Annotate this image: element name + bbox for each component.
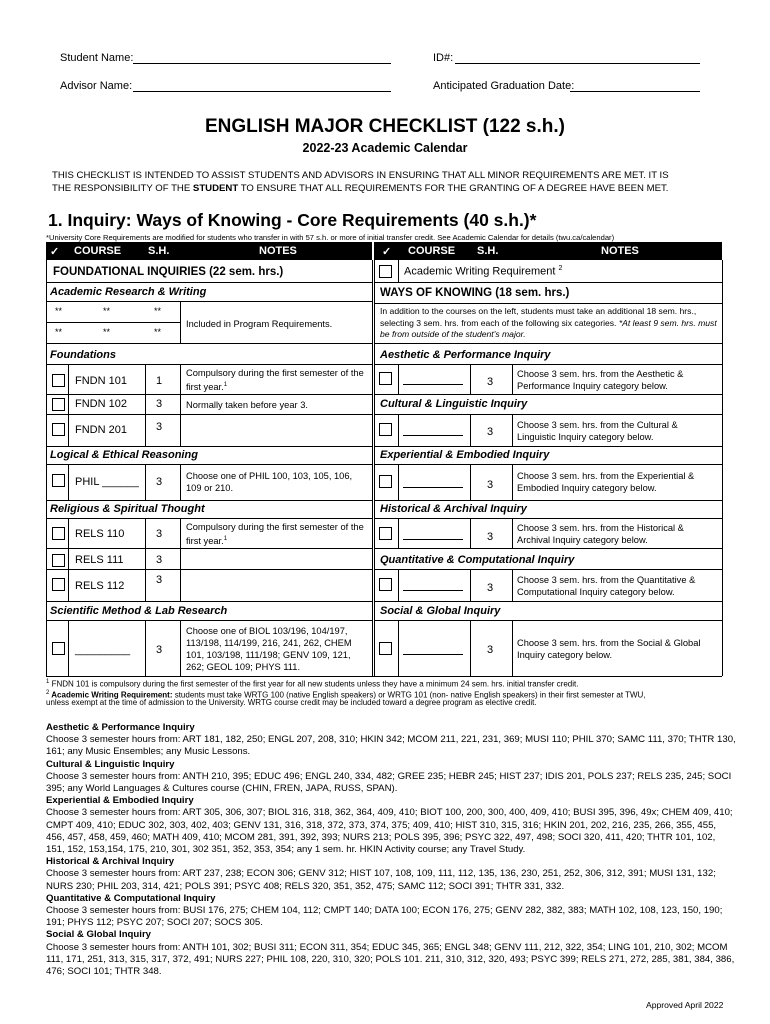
page-title: ENGLISH MAJOR CHECKLIST (122 s.h.)	[205, 116, 565, 137]
cat-cultural-course-blank[interactable]	[403, 426, 463, 436]
rels-111-sh: 3	[156, 554, 163, 566]
cat-quantitative-checkbox[interactable]	[379, 578, 392, 591]
rels-110-checkbox[interactable]	[52, 527, 65, 540]
sh-header: S.H.	[148, 245, 170, 257]
rels-111-course: RELS 111	[75, 554, 124, 566]
notes-header: NOTES	[259, 245, 297, 257]
advisor-name-label: Advisor Name:	[60, 80, 133, 92]
cat-social-note: Choose 3 sem. hrs. from the Social & Global Inquiry category below.	[517, 638, 701, 660]
cat-cultural-sh: 3	[487, 426, 494, 438]
check-header: ✓	[382, 246, 392, 258]
ar-note: Included in Program Requirements.	[186, 319, 333, 329]
category-lists	[46, 722, 736, 978]
academic-research-heading: Academic Research & Writing	[50, 286, 207, 298]
intro-line-1: THIS CHECKLIST IS INTENDED TO ASSIST STUDENTS AND ADVISORS IN ENSURING THAT ALL MINOR REQUIREMENTS ARE MET. IT IS	[52, 170, 669, 181]
sci-course: _________	[75, 644, 131, 656]
left-table-header	[46, 242, 372, 260]
cat-aesthetic-note: Choose 3 sem. hrs. from the Aesthetic & Performance Inquiry category below.	[517, 369, 684, 391]
sci-sh: 3	[156, 644, 163, 656]
fndn-102-checkbox[interactable]	[52, 398, 65, 411]
cat-cultural-checkbox[interactable]	[379, 423, 392, 436]
list-item: Historical & Archival Inquiry Choose 3 semester hours from: ART 237, 238; ECON 306; GENV 312; HIST 107, 108, 109, 111, 112, 135, 136, 230, 251, 252, 306, 312, 391; MUSI 131, 132; NURS 230; PHIL 203, 314, 421; POLS 391; PSYC 408; RELS 320, 351, 352, 475; SAMC 112; SOCI 391; THTR 331, 332.	[46, 856, 716, 892]
rels-111-checkbox[interactable]	[52, 554, 65, 567]
cat-experiential-checkbox[interactable]	[379, 475, 392, 488]
cat-aesthetic-course-blank[interactable]	[403, 375, 463, 385]
fndn-201-course: FNDN 201	[75, 424, 127, 436]
fndn-101-course: FNDN 101	[75, 375, 127, 387]
phil-course: PHIL ______	[75, 476, 139, 488]
cat-social-sh: 3	[487, 644, 494, 656]
ar-row-1-course: **	[55, 306, 63, 316]
fndn-101-note: Compulsory during the first semester of the first year.$^1$	[186, 368, 364, 393]
page-subtitle: 2022-23 Academic Calendar	[302, 141, 468, 155]
fndn-201-checkbox[interactable]	[52, 423, 65, 436]
fndn-101-sh: 1	[156, 375, 163, 387]
cat-quantitative-note: Choose 3 sem. hrs. from the Quantitative & Computational Inquiry category below.	[517, 575, 696, 597]
ar-row-2-course: **	[55, 327, 63, 337]
check-header: ✓	[50, 246, 60, 258]
right-table-header	[374, 242, 722, 260]
notes-header: NOTES	[601, 245, 639, 257]
footnote-2-line-2: unless exempt at the time of admission to the University. WRTG course credit may be included toward a degree program as elective credit.	[46, 698, 537, 707]
sci-note: Choose one of BIOL 103/196, 104/197, 113/198, 114/199, 216, 241, 262, CHEM 101, 103/198, 111/198; GENV 109, 121, 262; GEOL 109; PHYS 111.	[186, 626, 352, 672]
list-item: Cultural & Linguistic Inquiry Choose 3 semester hours from: ANTH 210, 395; EDUC 496; ENGL 240, 334, 482; GREE 235; HEBR 245; HIST 237; IDIS 201, POLS 237; RELS 235, 245; SOCI 395; any World Languages & Cultures course (CHIN, FREN, JAPA, RUSS, SPAN).	[46, 758, 732, 795]
fndn-102-sh: 3	[156, 398, 163, 410]
approved-date: Approved April 2022	[646, 1000, 724, 1010]
rels-112-course: RELS 112	[75, 580, 125, 592]
ar-row-1-mid: **	[103, 306, 111, 316]
phil-sh: 3	[156, 476, 163, 488]
cat-experiential-course-blank[interactable]	[403, 478, 463, 488]
sci-checkbox[interactable]	[52, 642, 65, 655]
fndn-102-course: FNDN 102	[75, 398, 127, 410]
cat-quantitative-heading: Quantitative & Computational Inquiry	[380, 554, 575, 566]
wok-heading: WAYS OF KNOWING (18 sem. hrs.)	[380, 287, 570, 299]
section-heading: 1. Inquiry: Ways of Knowing - Core Requirements (40 s.h.)*	[48, 210, 537, 230]
ar-row-1-sh: **	[154, 306, 162, 316]
footnote-1: $^1$ FNDN 101 is compulsory during the first semester of the first year for all new students unless they have a minimum 24 sem. hrs. initial transfer credit.	[46, 679, 579, 689]
list-item: Social & Global Inquiry Choose 3 semester hours from: ANTH 101, 302; BUSI 311; ECON 311, 354; EDUC 345, 365; ENGL 348; GENV 111, 212, 322, 354; LING 101, 210, 302; MCOM 111, 171, 251, 313, 315, 317, 372, 491; NURS 227; PHIL 108, 220, 310, 320; POLS 101. 211, 310, 312, 320, 493; PSYC 399; RELS 271, 272, 285, 381, 384, 386, 476; SOCI 101; THTR 348.	[46, 929, 735, 978]
fndn-201-sh: 3	[156, 421, 163, 433]
graduation-date-field[interactable]	[570, 80, 700, 92]
list-item: Aesthetic & Performance Inquiry Choose 3 semester hours from: ART 181, 182, 250; ENGL 207, 208, 310; HKIN 342; MCOM 211, 221, 231, 369; MUSI 110; PHIL 370; SAMC 111, 370; THTR 130, 161; any Music Ensembles; any Music Lessons.	[46, 722, 736, 758]
fndn-101-checkbox[interactable]	[52, 374, 65, 387]
list-item: Experiential & Embodied Inquiry Choose 3 semester hours from: ART 305, 306, 307; BIOL 316, 318, 362, 364, 409, 410; BIOT 100, 200, 300, 400, 409, 410; BUSI 395, 396, 49x; CHEM 409, 410; CMPT 409, 410; EDUC 302, 303, 402, 403; GENV 131, 316, 318, 372, 373, 374, 375; 409, 410; HIST 310, 315, 316; HKIN 201, 202, 216, 235, 266, 355, 455, 456, 457, 458, 459, 460; MATH 409, 410; MCOM 281, 391, 392, 393; NURS 213; POLS 395, 396; PSYC 322, 497, 498; SOCI 320, 411, 420; THTR 101, 102, 151, 152, 153,154, 175, 210, 301, 302 351, 352, 353, 354; any 1 sem. hr. HKIN Activity course; any Travel Study.	[46, 795, 733, 856]
advisor-name-field[interactable]	[133, 80, 391, 92]
cat-experiential-sh: 3	[487, 479, 494, 491]
course-header: COURSE	[74, 245, 122, 257]
cat-aesthetic-sh: 3	[487, 376, 494, 388]
phil-note: Choose one of PHIL 100, 103, 105, 106, 109 or 210.	[186, 471, 353, 493]
ar-row-2-mid: **	[103, 327, 111, 337]
awr-checkbox[interactable]	[379, 265, 392, 278]
footnote-2: $^2$ Academic Writing Requirement: students must take WRTG 100 (native English speakers) or WRTG 101 (non- native English speakers) in their first semester at TWU,	[46, 690, 646, 700]
cat-historical-heading: Historical & Archival Inquiry	[380, 503, 527, 515]
phil-checkbox[interactable]	[52, 474, 65, 487]
logical-heading: Logical & Ethical Reasoning	[50, 449, 198, 461]
student-name-field[interactable]	[133, 52, 391, 64]
cat-experiential-note: Choose 3 sem. hrs. from the Experiential & Embodied Inquiry category below.	[517, 471, 695, 493]
intro-line-2: THE RESPONSIBILITY OF THE STUDENT TO ENSURE THAT ALL REQUIREMENTS FOR THE GRANTING OF A DEGREE HAVE BEEN MET.	[52, 182, 669, 194]
id-label: ID#:	[433, 52, 454, 64]
cat-social-course-blank[interactable]	[403, 645, 463, 655]
cat-experiential-heading: Experiential & Embodied Inquiry	[380, 449, 550, 461]
scientific-heading: Scientific Method & Lab Research	[50, 605, 228, 617]
cat-historical-checkbox[interactable]	[379, 527, 392, 540]
rels-110-sh: 3	[156, 528, 163, 540]
student-name-label: Student Name:	[60, 52, 134, 64]
religious-heading: Religious & Spiritual Thought	[50, 503, 205, 515]
rels-112-checkbox[interactable]	[52, 578, 65, 591]
cat-social-heading: Social & Global Inquiry	[380, 605, 501, 617]
ar-row-2-sh: **	[154, 327, 162, 337]
section-note: *University Core Requirements are modified for students who transfer in with 57 s.h. or more of initial transfer credit. See Academic Calendar for details (twu.ca/calendar)	[46, 233, 615, 242]
awr-label: Academic Writing Requirement $^2$	[404, 265, 563, 278]
cat-aesthetic-checkbox[interactable]	[379, 372, 392, 385]
rels-112-sh: 3	[156, 574, 163, 586]
id-field[interactable]	[455, 52, 700, 64]
cat-quantitative-sh: 3	[487, 582, 494, 594]
intro-text	[52, 170, 722, 195]
cat-cultural-note: Choose 3 sem. hrs. from the Cultural & Linguistic Inquiry category below.	[517, 420, 678, 442]
fndn-102-note: Normally taken before year 3.	[186, 400, 308, 410]
foundational-heading: FOUNDATIONAL INQUIRIES (22 sem. hrs.)	[53, 266, 284, 278]
wok-note: In addition to the courses on the left, students must take an additional 18 sem. hrs., selecting 3 sem. hrs. from each of the following six categories. *At least 9 sem. hrs. must be from outside of the student's major.	[380, 306, 717, 339]
cat-historical-course-blank[interactable]	[403, 530, 463, 540]
foundations-heading: Foundations	[50, 349, 116, 361]
cat-aesthetic-heading: Aesthetic & Performance Inquiry	[380, 349, 551, 361]
course-header: COURSE	[408, 245, 456, 257]
graduation-date-label: Anticipated Graduation Date:	[433, 80, 575, 92]
cat-historical-note: Choose 3 sem. hrs. from the Historical & Archival Inquiry category below.	[517, 523, 684, 545]
list-item: Quantitative & Computational Inquiry Choose 3 semester hours from: BUSI 176, 275; CHEM 104, 112; CMPT 140; DATA 100; ECON 176, 275; GENV 282, 382, 383; MATH 102, 108, 123, 150, 190; 191; PHYS 112; PSYC 207; SOCI 207; SOCS 305.	[46, 892, 723, 929]
cat-cultural-heading: Cultural & Linguistic Inquiry	[380, 398, 528, 410]
sh-header: S.H.	[477, 245, 499, 257]
cat-social-checkbox[interactable]	[379, 642, 392, 655]
rels-110-note: Compulsory during the first semester of the first year.$^1$	[186, 522, 364, 547]
cat-historical-sh: 3	[487, 531, 494, 543]
cat-quantitative-course-blank[interactable]	[403, 581, 463, 591]
rels-110-course: RELS 110	[75, 528, 125, 540]
